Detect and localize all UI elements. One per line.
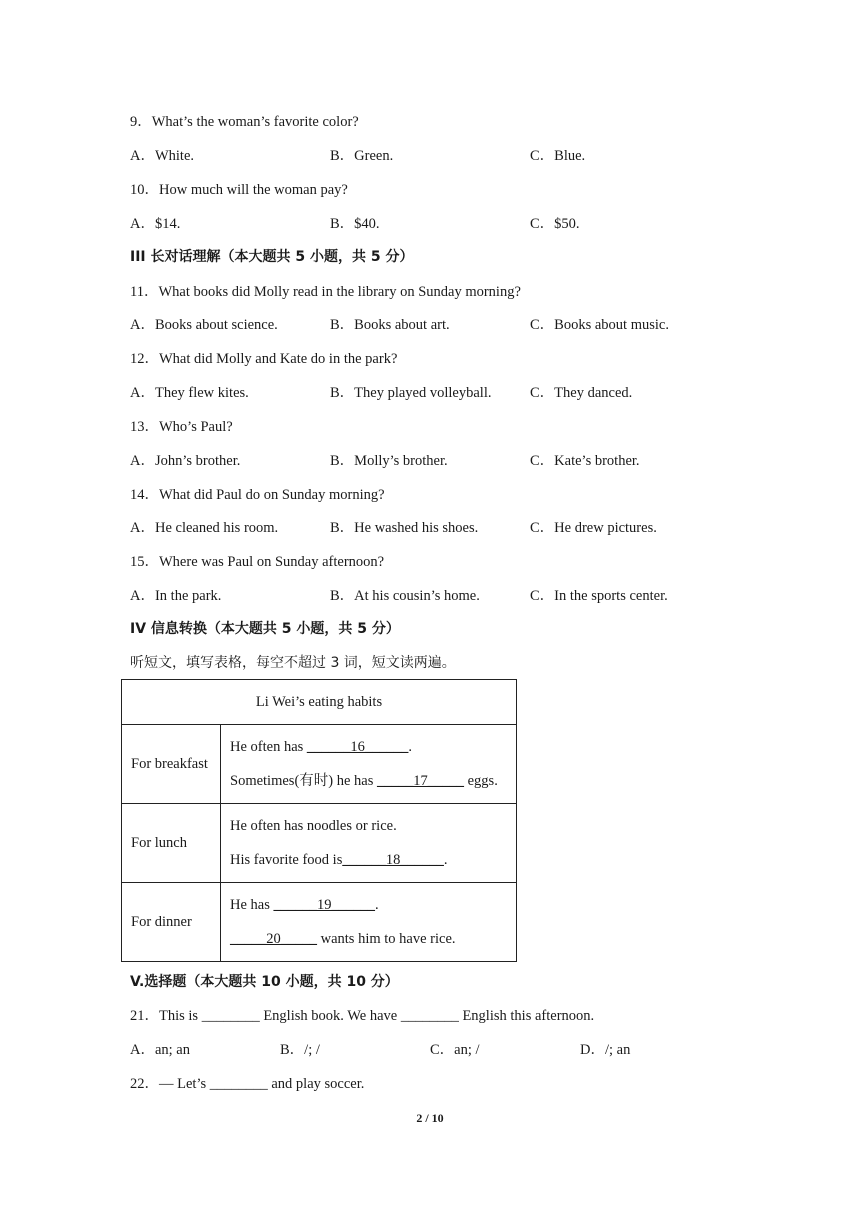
option-c[interactable]: C．Blue.	[530, 148, 586, 164]
option-b[interactable]: B．They played volleyball.	[330, 385, 492, 401]
question-12-options	[130, 384, 750, 402]
row-content	[221, 804, 517, 883]
option-a[interactable]: A．In the park.	[130, 588, 222, 604]
cell-text: eggs.	[464, 773, 498, 789]
table-title: Li Wei’s eating habits	[122, 680, 517, 725]
blank-20[interactable]: _____20_____	[230, 931, 317, 947]
option-c[interactable]: C．He drew pictures.	[530, 520, 657, 536]
row-label: For breakfast	[122, 725, 221, 804]
cell-text: He often has noodles or rice.	[230, 818, 397, 834]
question-10: 10．How much will the woman pay?	[130, 182, 348, 198]
question-13-options	[130, 452, 750, 470]
question-10-options	[130, 215, 750, 233]
cell-text: His favorite food is	[230, 852, 343, 868]
cell-text: .	[408, 739, 413, 755]
cell-line	[230, 764, 507, 798]
option-b[interactable]: B．At his cousin’s home.	[330, 588, 480, 604]
option-c[interactable]: C．In the sports center.	[530, 588, 668, 604]
option-a[interactable]: A．They flew kites.	[130, 385, 249, 401]
cell-line	[230, 922, 507, 956]
option-c[interactable]: C．They danced.	[530, 385, 633, 401]
row-label: For lunch	[122, 804, 221, 883]
option-b[interactable]: B．Green.	[330, 148, 394, 164]
option-a[interactable]: A．John’s brother.	[130, 453, 241, 469]
option-c[interactable]: C．an; /	[430, 1042, 480, 1058]
row-content	[221, 725, 517, 804]
option-a[interactable]: A．Books about science.	[130, 317, 278, 333]
option-b[interactable]: B．/; /	[280, 1042, 320, 1058]
eating-habits-table	[121, 679, 517, 962]
cell-text: Sometimes(有时) he has	[230, 773, 377, 789]
section-4-instruction: 听短文，填写表格，每空不超过 3 词，短文读两遍。	[130, 655, 456, 671]
question-12: 12．What did Molly and Kate do in the park?	[130, 351, 398, 367]
cell-line	[230, 843, 507, 877]
cell-text: He has	[230, 897, 274, 913]
section-4-title: IV 信息转换（本大题共 5 小题，共 5 分）	[130, 621, 400, 637]
question-14-options	[130, 519, 750, 537]
option-c[interactable]: C．Kate’s brother.	[530, 453, 640, 469]
table-row	[122, 804, 517, 883]
question-15: 15．Where was Paul on Sunday afternoon?	[130, 554, 385, 570]
option-c[interactable]: C．Books about music.	[530, 317, 669, 333]
option-a[interactable]: A．$14.	[130, 216, 181, 232]
cell-line	[230, 730, 507, 764]
page-number: 2 / 10	[416, 1111, 444, 1125]
section-5-title: V.选择题（本大题共 10 小题，共 10 分）	[130, 974, 399, 990]
question-11-options	[130, 316, 750, 334]
cell-text: He often has	[230, 739, 307, 755]
question-21-options	[130, 1041, 750, 1059]
question-13: 13．Who’s Paul?	[130, 419, 233, 435]
section-3-title: III 长对话理解（本大题共 5 小题，共 5 分）	[130, 249, 414, 265]
question-21: 21．This is ________ English book. We have ________ English this afternoon.	[130, 1008, 595, 1024]
question-14: 14．What did Paul do on Sunday morning?	[130, 487, 385, 503]
question-22: 22．— Let’s ________ and play soccer.	[130, 1076, 365, 1092]
table-row	[122, 725, 517, 804]
question-11: 11．What books did Molly read in the library on Sunday morning?	[130, 284, 521, 300]
option-d[interactable]: D．/; an	[580, 1042, 631, 1058]
cell-line	[230, 888, 507, 922]
question-9-options	[130, 147, 750, 165]
blank-16[interactable]: ______16______	[306, 739, 409, 755]
blank-17[interactable]: _____17_____	[377, 773, 464, 789]
table-header-row	[122, 680, 517, 725]
option-a[interactable]: A．He cleaned his room.	[130, 520, 279, 536]
row-label: For dinner	[122, 883, 221, 962]
option-a[interactable]: A．an; an	[130, 1042, 190, 1058]
option-c[interactable]: C．$50.	[530, 216, 580, 232]
cell-text: wants him to have rice.	[317, 931, 456, 947]
cell-text: .	[443, 852, 448, 868]
cell-line	[230, 809, 507, 843]
row-content	[221, 883, 517, 962]
blank-19[interactable]: ______19______	[273, 897, 375, 913]
option-b[interactable]: B．Molly’s brother.	[330, 453, 448, 469]
option-b[interactable]: B．Books about art.	[330, 317, 450, 333]
question-15-options	[130, 587, 750, 605]
option-b[interactable]: B．$40.	[330, 216, 380, 232]
cell-text: .	[375, 897, 379, 913]
option-b[interactable]: B．He washed his shoes.	[330, 520, 479, 536]
table-row	[122, 883, 517, 962]
option-a[interactable]: A．White.	[130, 148, 195, 164]
blank-18[interactable]: ______18______	[342, 852, 444, 868]
question-9: 9．What’s the woman’s favorite color?	[130, 114, 359, 130]
